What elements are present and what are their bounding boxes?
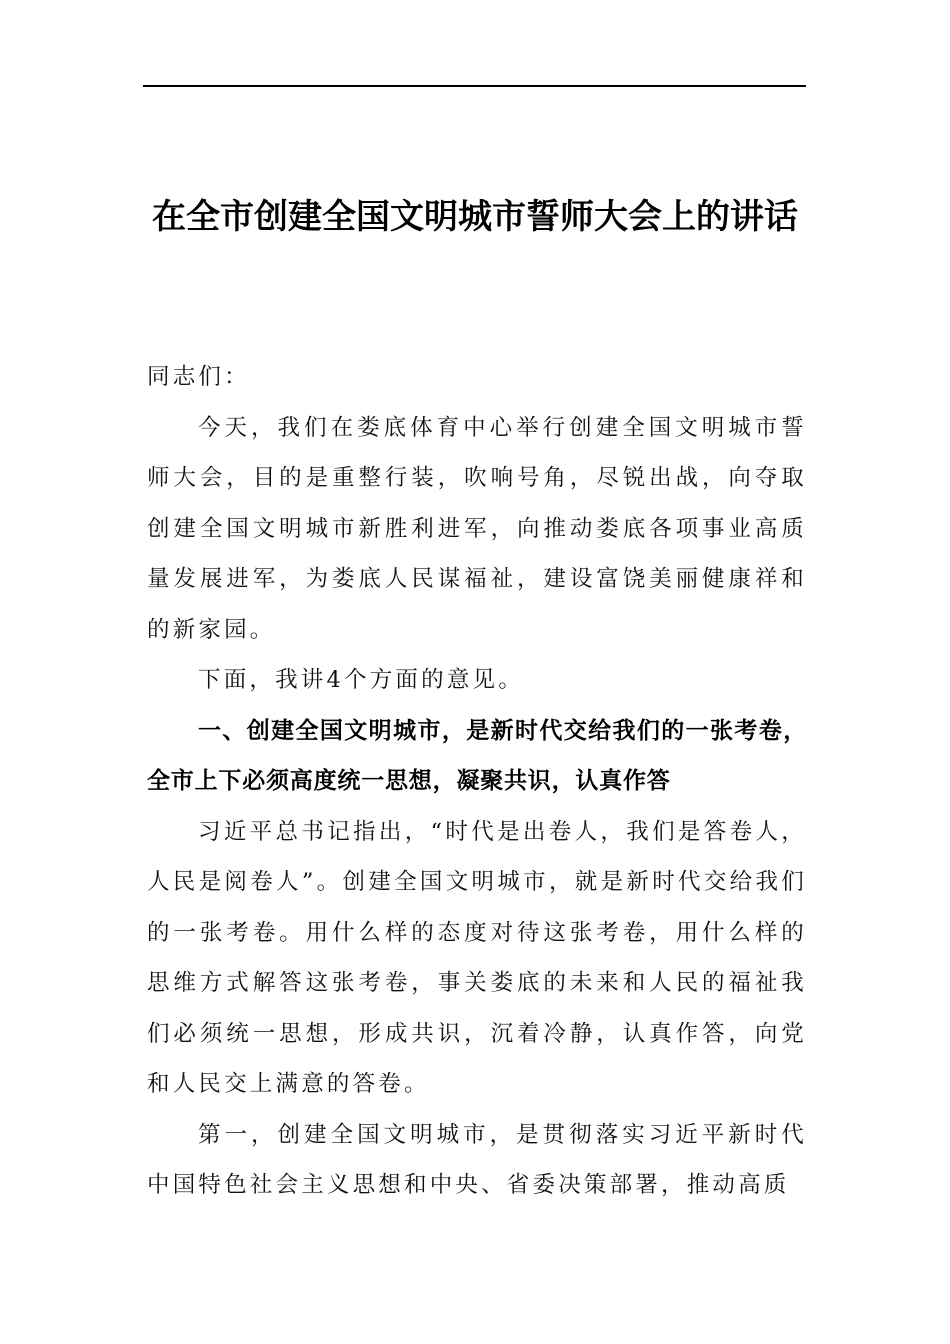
- paragraph-outline: 下面，我讲4个方面的意见。: [198, 667, 524, 693]
- paragraph-opening: 今天，我们在娄底体育中心举行创建全国文明城市誓师大会，目的是重整行装，吹响号角，尽锐出战，向夺取创建全国文明城市新胜利进军，向推动娄底各项事业高质量发展进军，为娄底人民谋福祉，建设富饶美丽健康祥和的新家园。: [147, 414, 807, 643]
- document-body: [147, 352, 807, 1211]
- paragraph-section-intro: 习近平总书记指出，“时代是出卷人，我们是答卷人，人民是阅卷人”。创建全国文明城市，就是新时代交给我们的一张考卷。用什么样的态度对待这张考卷，用什么样的思维方式解答这张考卷，事关娄底的未来和人民的福祉我们必须统一思想，形成共识，沉着冷静，认真作答，向党和人民交上满意的答卷。: [147, 818, 807, 1097]
- section-heading: 一、创建全国文明城市，是新时代交给我们的一张考卷，全市上下必须高度统一思想，凝聚共识，认真作答: [147, 717, 807, 794]
- header-rule: [143, 85, 806, 87]
- paragraph-point-one: 第一，创建全国文明城市，是贯彻落实习近平新时代中国特色社会主义思想和中央、省委决策部署，推动高质: [147, 1121, 807, 1198]
- salutation: 同志们：: [147, 364, 250, 390]
- document-title: 在全市创建全国文明城市誓师大会上的讲话: [152, 197, 798, 237]
